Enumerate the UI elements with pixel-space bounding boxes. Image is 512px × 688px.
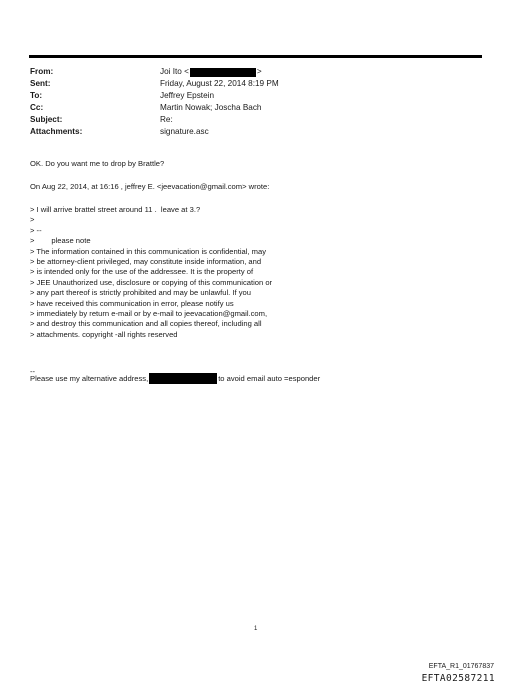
quote-attribution: On Aug 22, 2014, at 16:16 , jeffrey E. <jeevacation@gmail.com> wrote: (30, 182, 270, 191)
sent-label: Sent: (30, 79, 51, 88)
redaction-box (190, 68, 256, 77)
to-row (30, 90, 279, 102)
from-value (160, 66, 262, 78)
signature-text-before: Please use my alternative address, (30, 374, 149, 383)
to-label: To: (30, 91, 43, 100)
quote-line: > have received this communication in error, please notify us (30, 298, 234, 308)
quoted-message (30, 205, 480, 340)
attachments-label: Attachments: (30, 127, 83, 136)
quote-line: > The information contained in this communication is confidential, may (30, 246, 267, 256)
redaction-box (149, 373, 217, 384)
page-number: 1 (254, 626, 258, 632)
email-header (30, 66, 279, 138)
from-row (30, 66, 279, 78)
signature-line (30, 373, 320, 384)
cc-label: Cc: (30, 103, 44, 112)
quote-line: > JEE Unauthorized use, disclosure or copying of this communication or (30, 277, 273, 287)
sent-value: Friday, August 22, 2014 8:19 PM (160, 79, 279, 88)
header-rule (29, 55, 482, 58)
bates-number: EFTA02587211 (421, 673, 495, 684)
quote-line: > and destroy this communication and all copies thereof, including all (30, 319, 262, 329)
from-name: Joi Ito < (160, 67, 189, 76)
quote-line: > please note (30, 236, 91, 246)
quote-line: > attachments. copyright -all rights reserved (30, 329, 178, 339)
document-reference-id: EFTA_R1_01767837 (428, 663, 494, 670)
cc-row (30, 102, 279, 114)
subject-row (30, 114, 279, 126)
email-body (30, 159, 480, 340)
signature-separator: -- (30, 367, 36, 376)
reply-text: OK. Do you want me to drop by Brattle? (30, 159, 165, 168)
quote-line: > -- (30, 225, 42, 235)
cc-value: Martin Nowak; Joscha Bach (160, 103, 262, 112)
quote-line: > immediately by return e-mail or by e-mail to jeevacation@gmail.com, (30, 308, 268, 318)
from-value-end: > (256, 67, 262, 76)
quote-line: > is intended only for the use of the addressee. It is the property of (30, 267, 254, 277)
quote-line: > (30, 215, 35, 225)
quote-line: > I will arrive brattel street around 11 . leave at 3.? (30, 205, 201, 214)
signature-text-after: to avoid email auto =esponder (218, 374, 321, 383)
quote-line: > any part thereof is strictly prohibited and may be unlawful. If you (30, 288, 251, 298)
subject-label: Subject: (30, 115, 63, 124)
subject-value: Re: (160, 115, 173, 124)
attachments-value: signature.asc (160, 127, 209, 136)
attachments-row (30, 126, 279, 138)
to-value: Jeffrey Epstein (160, 91, 215, 100)
quote-line: > be attorney-client privileged, may constitute inside information, and (30, 256, 262, 266)
from-label: From: (30, 67, 54, 76)
sent-row (30, 78, 279, 90)
